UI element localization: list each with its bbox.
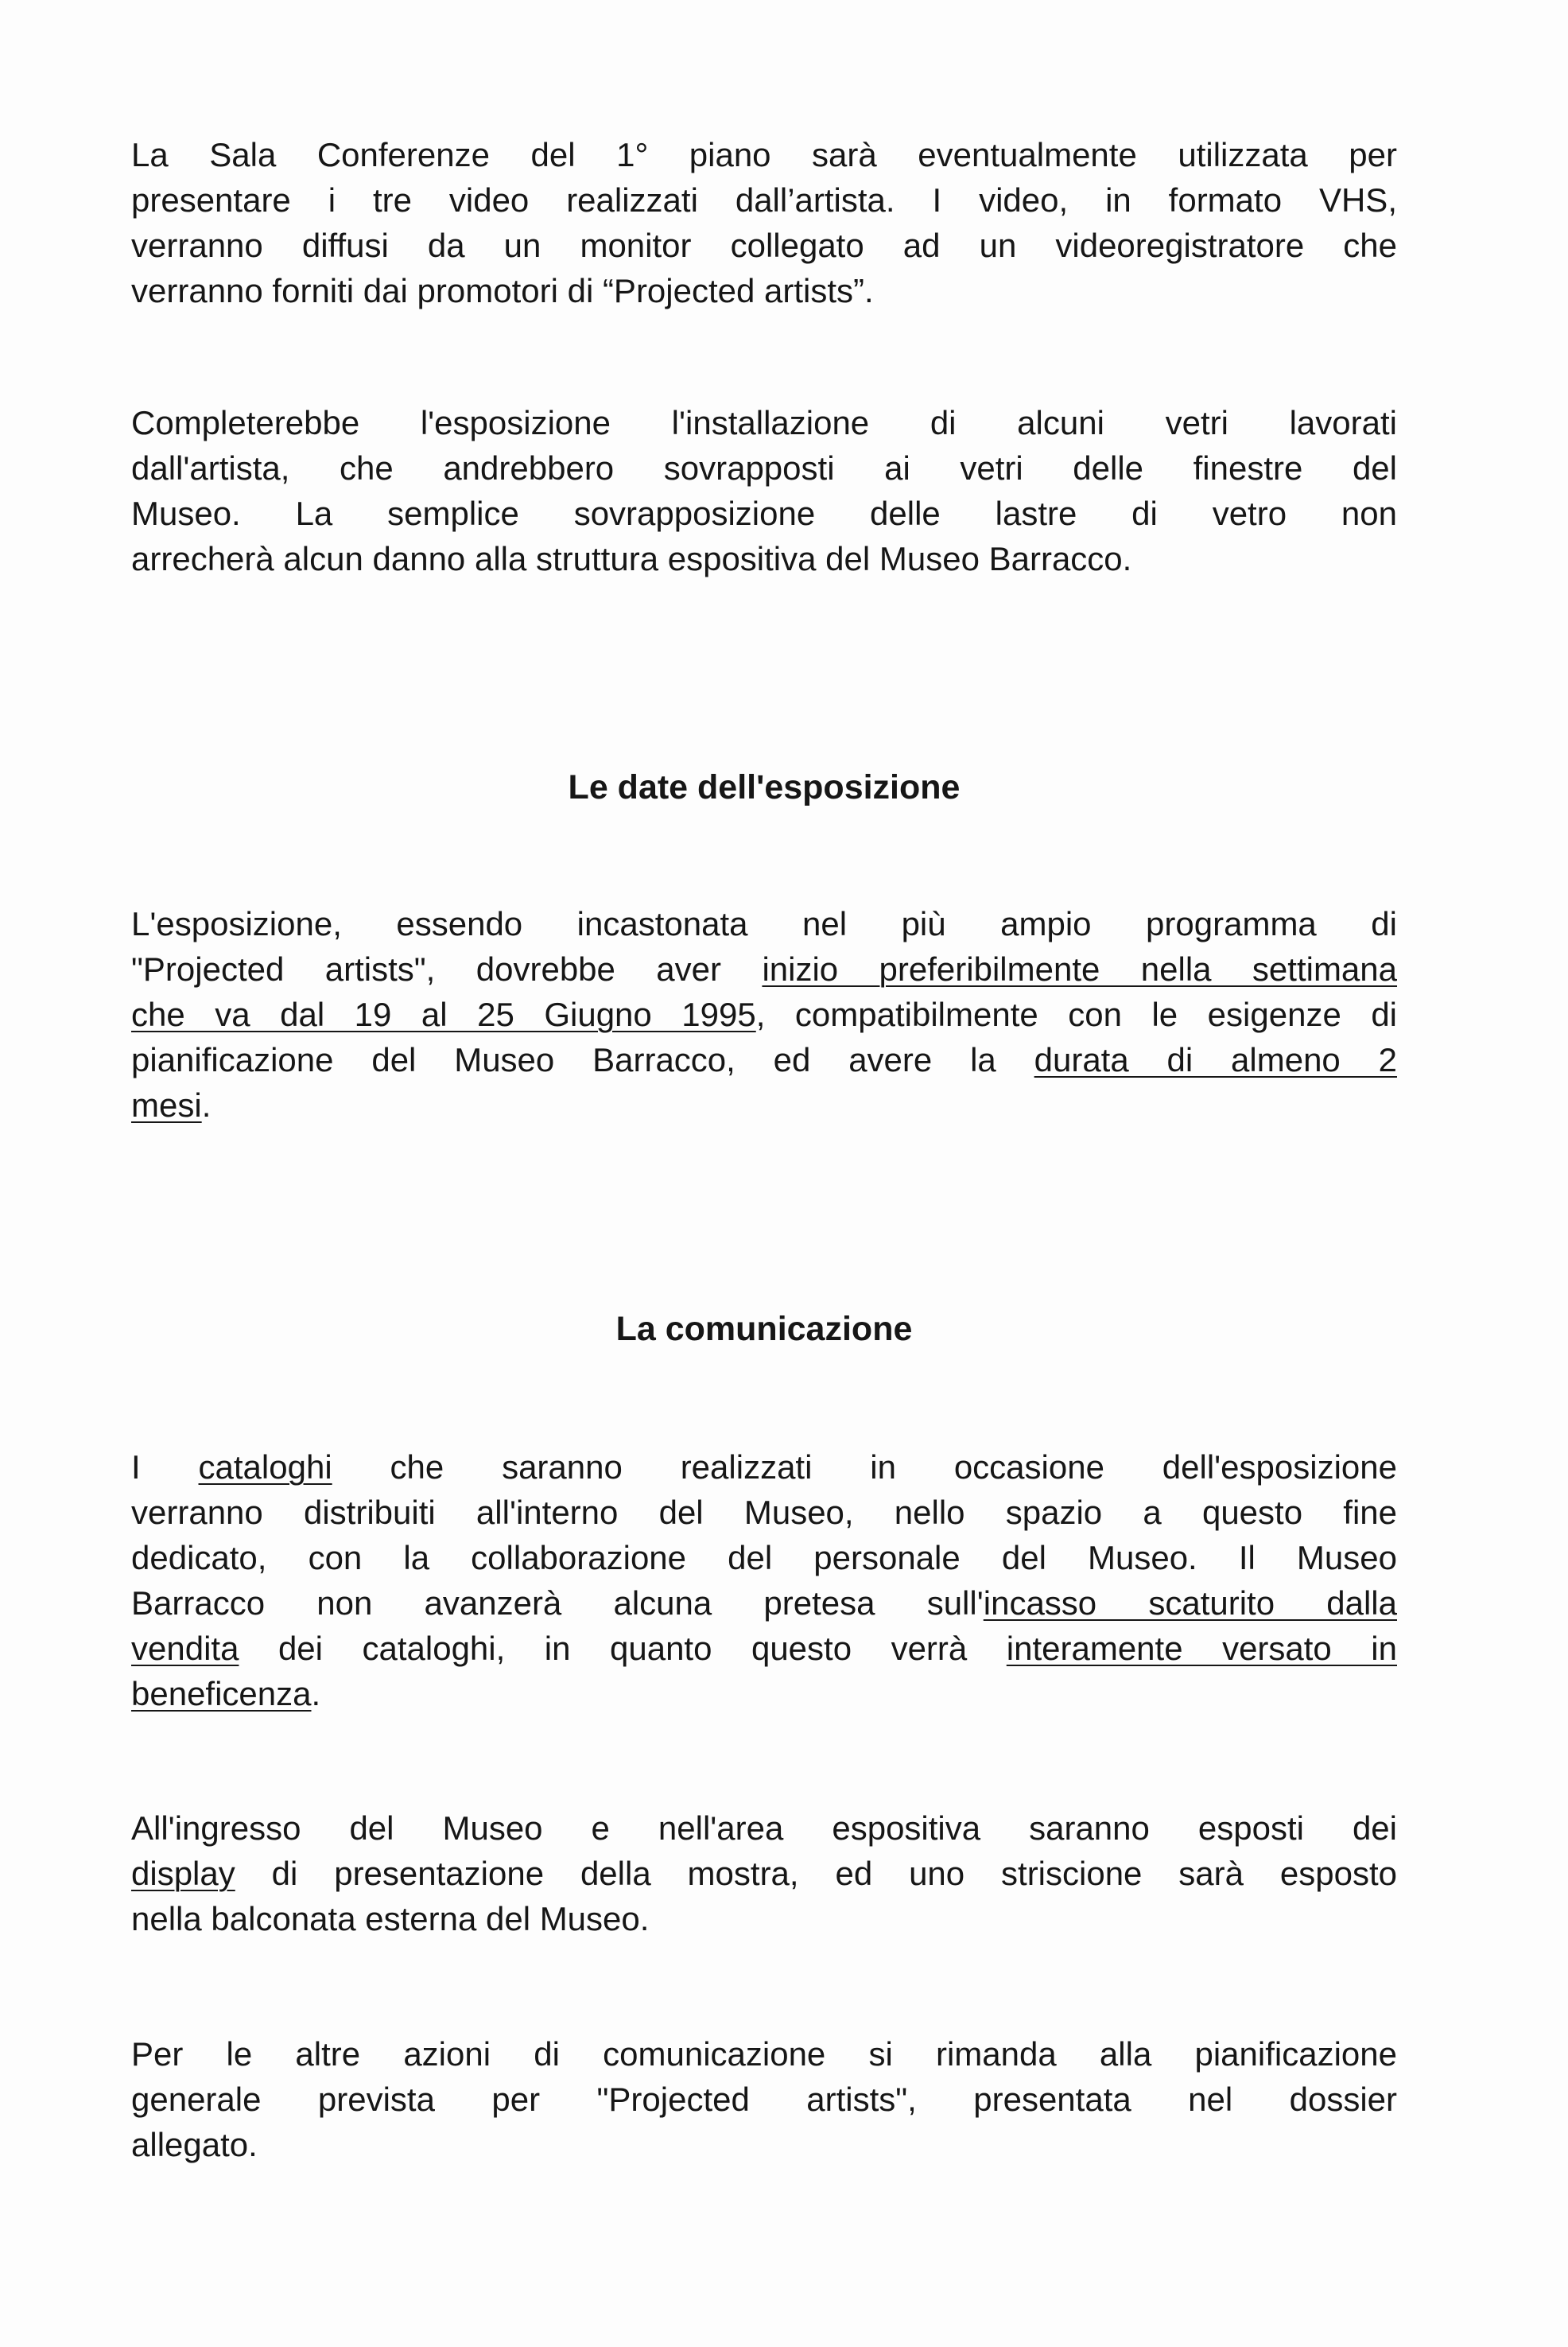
text-line [131, 2122, 1397, 2167]
text-line [131, 445, 1397, 491]
underlined-text: cataloghi [198, 1448, 332, 1486]
text-line [131, 1535, 1397, 1580]
text-line [131, 491, 1397, 536]
text-segment: Museo. La semplice sovrapposizione delle lastre di vetro non [131, 495, 1397, 532]
text-segment: . [201, 1086, 212, 1124]
paragraph-cataloghi [131, 1444, 1397, 1716]
text-segment: pianificazione del Museo Barracco, ed avere la [131, 1041, 1034, 1078]
underlined-text: vendita [131, 1630, 239, 1667]
text-segment: , compatibilmente con le esigenze di [755, 996, 1398, 1033]
underlined-text: beneficenza [131, 1675, 312, 1712]
paragraph-display [131, 1805, 1397, 1941]
text-line [131, 1580, 1397, 1626]
heading-date-esposizione: Le date dell'esposizione [568, 768, 961, 806]
text-segment: presentare i tre video realizzati dall’artista. I video, in formato VHS, [131, 181, 1397, 219]
text-segment: nella balconata esterna del Museo. [131, 1900, 650, 1937]
text-line [131, 1626, 1397, 1671]
text-line [131, 1805, 1397, 1851]
text-segment: All'ingresso del Museo e nell'area espositiva saranno esposti dei [131, 1809, 1397, 1847]
text-segment: dall'artista, che andrebbero sovrapposti ai vetri delle finestre del [131, 449, 1397, 487]
text-line [131, 1896, 1397, 1941]
text-line [131, 400, 1397, 445]
text-segment: generale prevista per "Projected artists", presentata nel dossier [131, 2081, 1397, 2118]
text-segment: di presentazione della mostra, ed uno striscione sarà esposto [235, 1855, 1397, 1892]
paragraph-altre-azioni [131, 2031, 1397, 2167]
text-segment: verranno diffusi da un monitor collegato ad un videoregistratore che [131, 227, 1397, 264]
heading-comunicazione: La comunicazione [615, 1310, 913, 1348]
text-line [131, 1851, 1397, 1896]
text-line [131, 1671, 1397, 1716]
text-segment: La Sala Conferenze del 1° piano sarà eventualmente utilizzata per [131, 136, 1397, 173]
text-line [131, 132, 1397, 177]
text-line [131, 2077, 1397, 2122]
text-segment: arrecherà alcun danno alla struttura espositiva del Museo Barracco. [131, 540, 1132, 577]
paragraph-vetri [131, 400, 1397, 581]
text-line [131, 2031, 1397, 2077]
text-segment: che saranno realizzati in occasione dell'esposizione [332, 1448, 1397, 1486]
underlined-text: incasso scaturito dalla [983, 1584, 1397, 1622]
text-segment: verranno forniti dai promotori di “Projected artists”. [131, 272, 874, 309]
text-line [131, 223, 1397, 268]
text-line [131, 1082, 1397, 1128]
text-segment: Barracco non avanzerà alcuna pretesa sull' [131, 1584, 984, 1622]
text-line [131, 946, 1397, 992]
paragraph-date [131, 901, 1397, 1128]
text-segment: Per le altre azioni di comunicazione si rimanda alla pianificazione [131, 2035, 1397, 2073]
text-segment: I [131, 1448, 199, 1486]
underlined-text: display [131, 1855, 235, 1892]
underlined-text: mesi [131, 1086, 202, 1124]
underlined-text: inizio preferibilmente nella settimana [762, 950, 1398, 988]
text-line [131, 536, 1397, 581]
text-line [131, 901, 1397, 946]
text-line [131, 1444, 1397, 1490]
underlined-text: durata di almeno 2 [1034, 1041, 1397, 1078]
text-segment: . [311, 1675, 321, 1712]
text-segment: dei cataloghi, in quanto questo verrà [239, 1630, 1007, 1667]
text-segment: Completerebbe l'esposizione l'installazione di alcuni vetri lavorati [131, 404, 1397, 441]
text-segment: L'esposizione, essendo incastonata nel più ampio programma di [131, 905, 1397, 942]
text-line [131, 268, 1397, 313]
text-segment: verranno distribuiti all'interno del Museo, nello spazio a questo fine [131, 1494, 1397, 1531]
text-segment: allegato. [131, 2126, 258, 2163]
text-line [131, 1037, 1397, 1082]
text-line [131, 1490, 1397, 1535]
paragraph-sala-conferenze [131, 132, 1397, 313]
underlined-text: interamente versato in [1006, 1630, 1397, 1667]
text-segment: "Projected artists", dovrebbe aver [131, 950, 763, 988]
text-line [131, 177, 1397, 223]
text-line [131, 992, 1397, 1037]
underlined-text: che va dal 19 al 25 Giugno 1995 [131, 996, 756, 1033]
text-segment: dedicato, con la collaborazione del personale del Museo. Il Museo [131, 1539, 1397, 1576]
